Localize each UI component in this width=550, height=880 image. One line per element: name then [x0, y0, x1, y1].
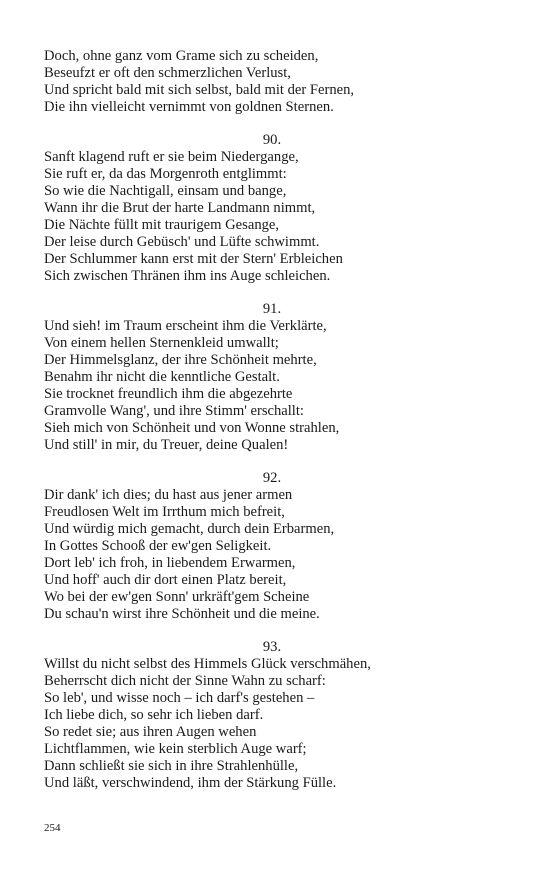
verse-line: Und sieh! im Traum erscheint ihm die Verklärte,: [44, 318, 327, 334]
stanza-number: 93.: [262, 639, 282, 655]
verse-line: Und läßt, verschwindend, ihm der Stärkung Fülle.: [44, 775, 337, 791]
verse-line: Und spricht bald mit sich selbst, bald mit der Fernen,: [44, 82, 355, 98]
verse-line: Und würdig mich gemacht, durch dein Erbarmen,: [44, 521, 335, 537]
verse-line: Doch, ohne ganz vom Grame sich zu scheiden,: [44, 48, 319, 64]
verse-line: Die ihn vielleicht vernimmt von goldnen Sternen.: [44, 99, 334, 115]
verse-line: Beseufzt er oft den schmerzlichen Verlust,: [44, 65, 291, 81]
verse-line: Sie trocknet freundlich ihm die abgezehrte: [44, 386, 293, 402]
verse-line: So redet sie; aus ihren Augen wehen: [44, 724, 257, 740]
verse-line: Sanft klagend ruft er sie beim Niedergange,: [44, 149, 299, 165]
stanza-number: 92.: [262, 470, 282, 486]
verse-line: Dir dank' ich dies; du hast aus jener armen: [44, 487, 293, 503]
verse-line: Der leise durch Gebüsch' und Lüfte schwimmt.: [44, 234, 320, 250]
verse-line: Sich zwischen Thränen ihm ins Auge schleichen.: [44, 268, 331, 284]
verse-line: Gramvolle Wang', und ihre Stimm' erschallt:: [44, 403, 304, 419]
verse-line: Die Nächte füllt mit traurigem Gesange,: [44, 217, 280, 233]
verse-line: Der Schlummer kann erst mit der Stern' Erbleichen: [44, 251, 343, 267]
verse-line: Du schau'n wirst ihre Schönheit und die meine.: [44, 606, 320, 622]
stanza-93: [44, 639, 484, 792]
verse-line: Sie ruft er, da das Morgenroth entglimmt:: [44, 166, 287, 182]
stanza-92: [44, 470, 484, 623]
verse-line: Benahm ihr nicht die kenntliche Gestalt.: [44, 369, 280, 385]
verse-line: Sieh mich von Schönheit und von Wonne strahlen,: [44, 420, 340, 436]
poem-text: [44, 48, 484, 792]
stanza-number: 91.: [262, 301, 282, 317]
verse-line: Wann ihr die Brut der harte Landmann nimmt,: [44, 200, 316, 216]
verse-line: Dort leb' ich froh, in liebendem Erwarmen,: [44, 555, 296, 571]
stanza-89-continued: [44, 48, 484, 116]
verse-line: Freudlosen Welt im Irrthum mich befreit,: [44, 504, 285, 520]
verse-line: In Gottes Schooß der ew'gen Seligkeit.: [44, 538, 272, 554]
verse-line: Beherrscht dich nicht der Sinne Wahn zu scharf:: [44, 673, 326, 689]
verse-line: So wie die Nachtigall, einsam und bange,: [44, 183, 287, 199]
verse-line: So leb', und wisse noch – ich darf's gestehen –: [44, 690, 315, 706]
stanza-91: [44, 301, 484, 454]
stanza-number: 90.: [262, 132, 282, 148]
verse-line: Dann schließt sie sich in ihre Strahlenhülle,: [44, 758, 299, 774]
page-number: 254: [44, 822, 61, 834]
verse-line: Der Himmelsglanz, der ihre Schönheit mehrte,: [44, 352, 317, 368]
stanza-90: [44, 132, 484, 285]
verse-line: Ich liebe dich, so sehr ich lieben darf.: [44, 707, 264, 723]
verse-line: Und still' in mir, du Treuer, deine Qualen!: [44, 437, 289, 453]
verse-line: Lichtflammen, wie kein sterblich Auge warf;: [44, 741, 307, 757]
verse-line: Und hoff' auch dir dort einen Platz bereit,: [44, 572, 287, 588]
verse-line: Wo bei der ew'gen Sonn' urkräft'gem Scheine: [44, 589, 310, 605]
verse-line: Von einem hellen Sternenkleid umwallt;: [44, 335, 279, 351]
verse-line: Willst du nicht selbst des Himmels Glück verschmähen,: [44, 656, 371, 672]
